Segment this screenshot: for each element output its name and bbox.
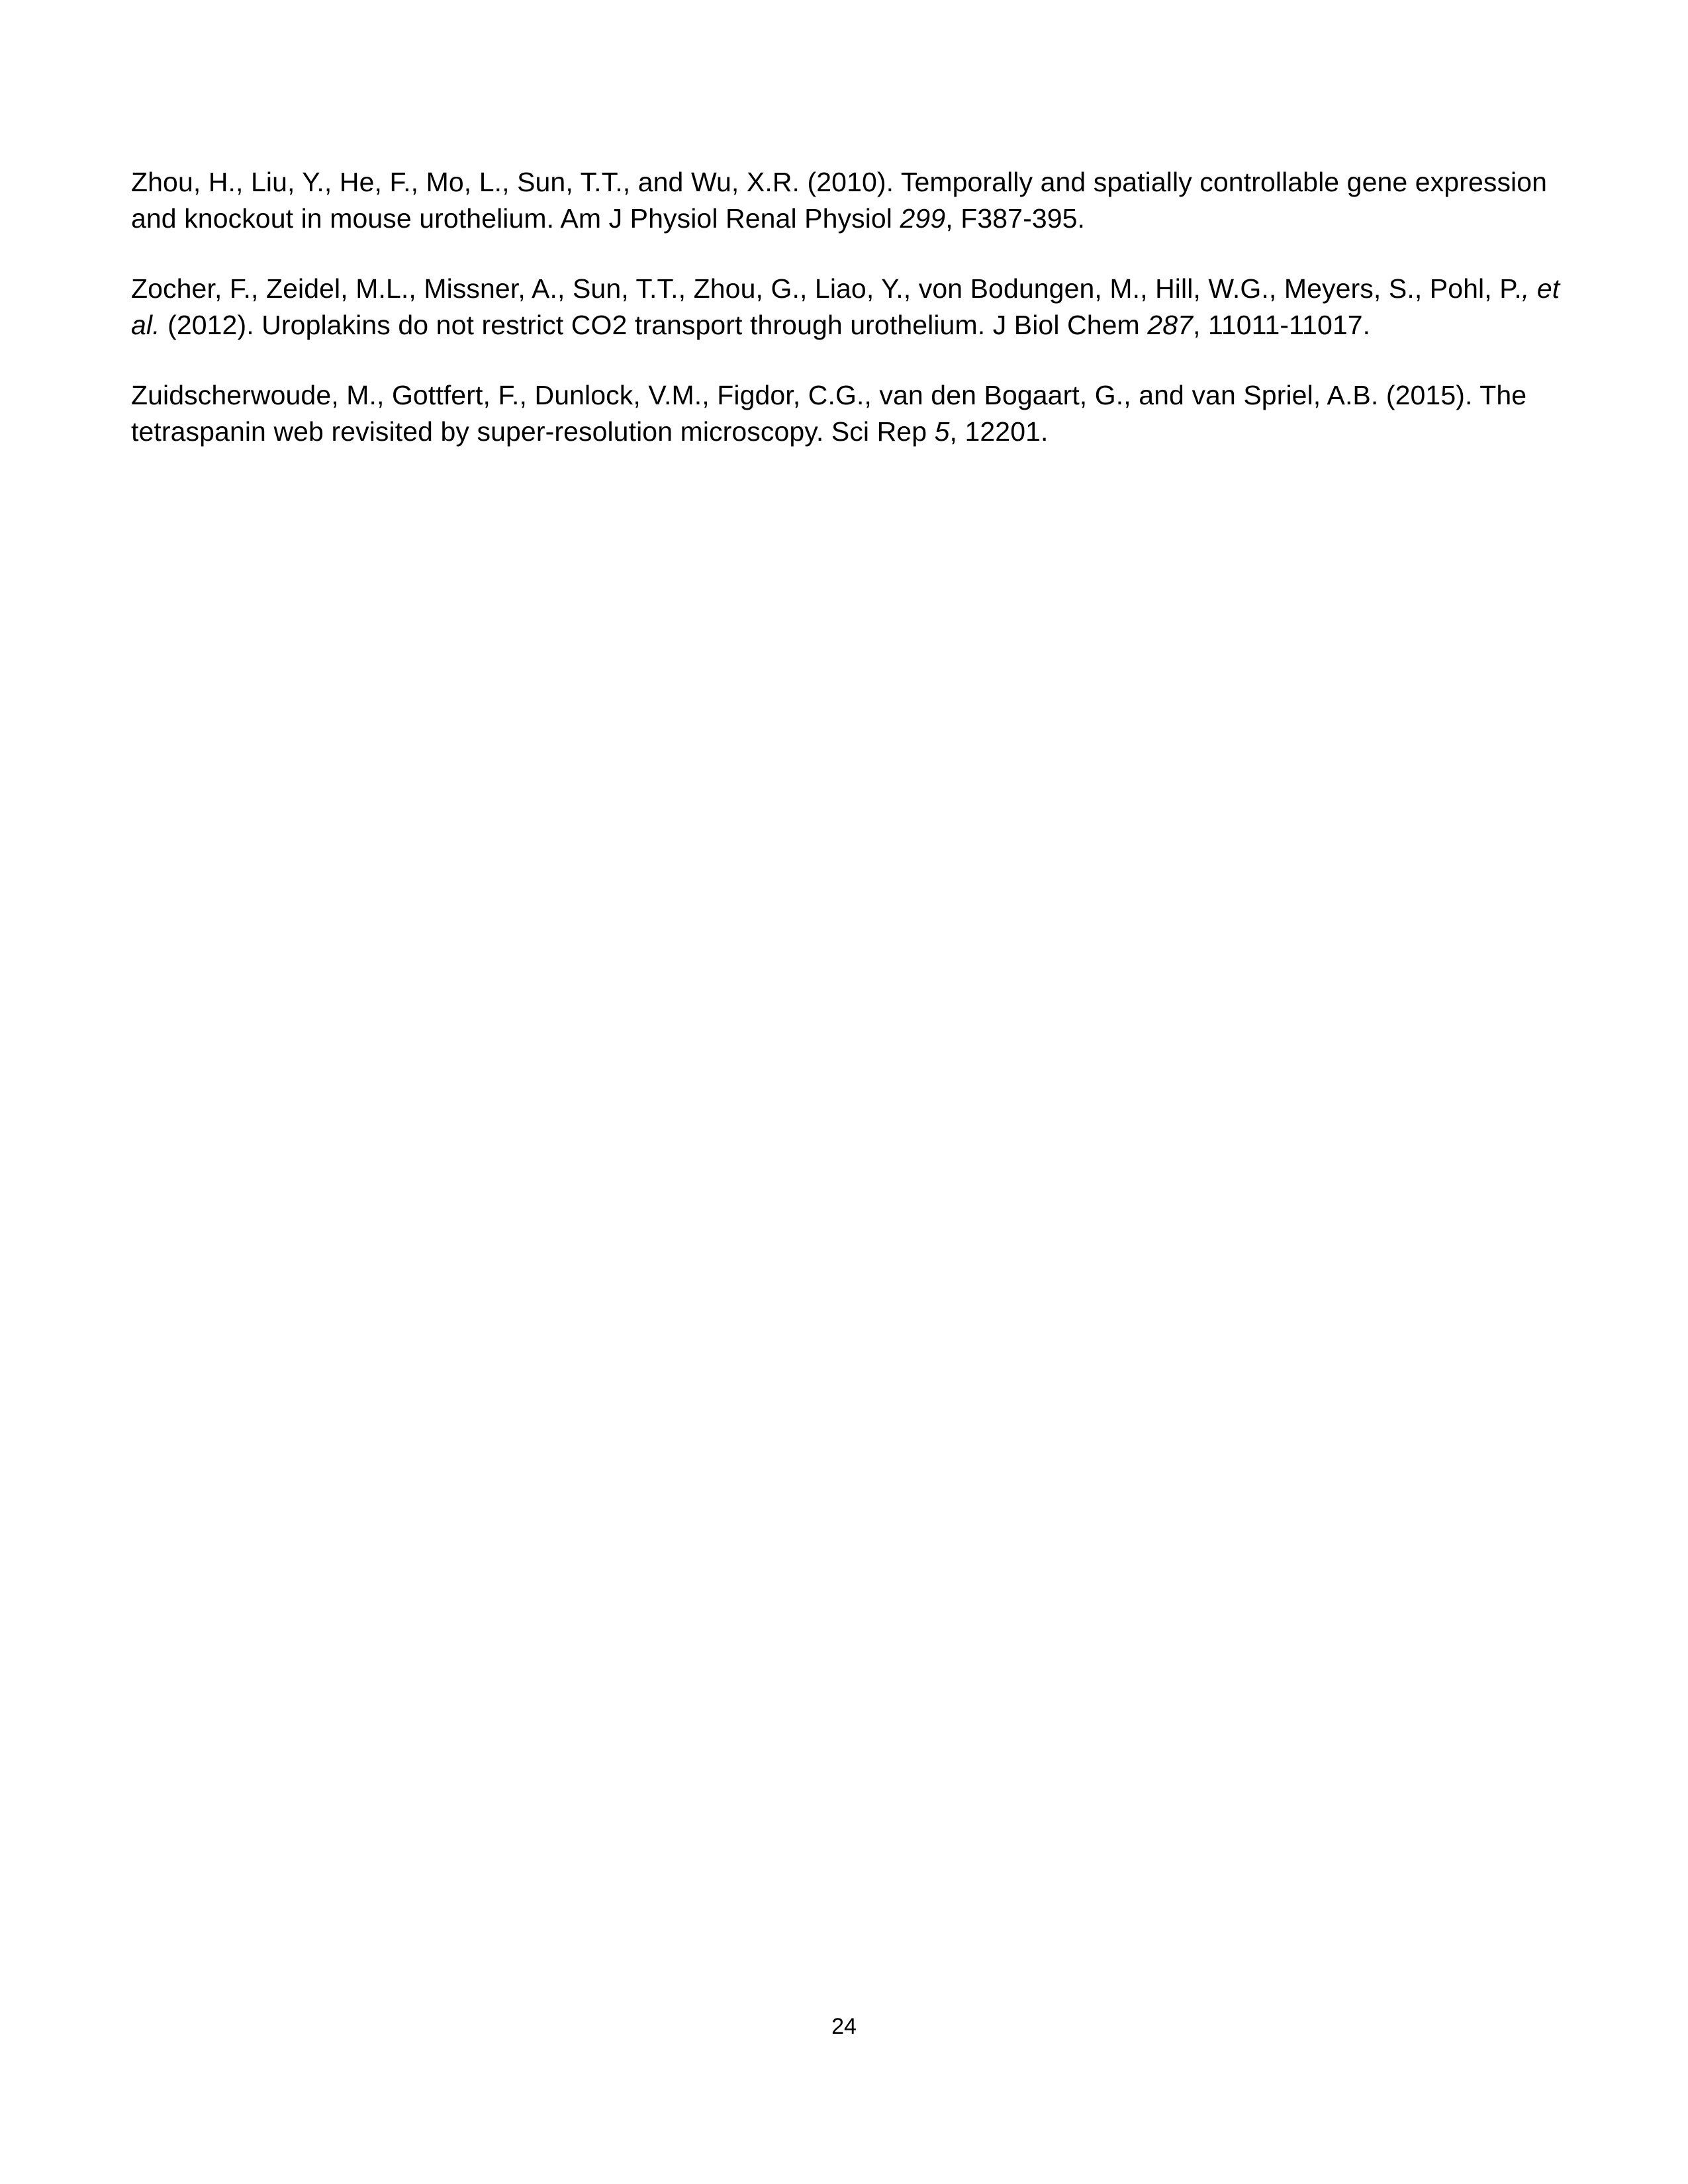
ref-zuidscherwoude-2015	[131, 377, 1561, 449]
references-list	[131, 164, 1561, 449]
reference-text-run: , 12201.	[949, 416, 1049, 447]
reference-text-run: (2012). Uroplakins do not restrict CO2 transport through urothelium. J Biol Chem	[160, 309, 1148, 340]
reference-text-run: , F387-395.	[945, 203, 1086, 234]
reference-text-run: 287	[1147, 309, 1194, 340]
ref-zhou-2010	[131, 164, 1561, 236]
reference-text-run: Zocher, F., Zeidel, M.L., Missner, A., Sun, T.T., Zhou, G., Liao, Y., von Bodungen, M., Hill, W.G., Meyers, S., Pohl, P.	[131, 273, 1522, 304]
reference-text-run: Zuidscherwoude, M., Gottfert, F., Dunlock, V.M., Figdor, C.G., van den Bogaart, G., and van Spriel, A.B. (2015). The tetraspanin web revisited by super-resolution microscopy. Sci Rep	[131, 380, 1527, 447]
reference-text-run: , 11011-11017.	[1193, 309, 1371, 340]
reference-text-run: 299	[900, 203, 946, 234]
reference-text-run: 5	[934, 416, 950, 447]
ref-zocher-2012	[131, 271, 1561, 343]
reference-text-run: , et al.	[131, 273, 1560, 340]
reference-text-run: Zhou, H., Liu, Y., He, F., Mo, L., Sun, T.T., and Wu, X.R. (2010). Temporally and spatially controllable gene expression and knockout in mouse urothelium. Am J Physiol Renal Physiol	[131, 167, 1548, 234]
page-number: 24	[831, 2014, 857, 2039]
